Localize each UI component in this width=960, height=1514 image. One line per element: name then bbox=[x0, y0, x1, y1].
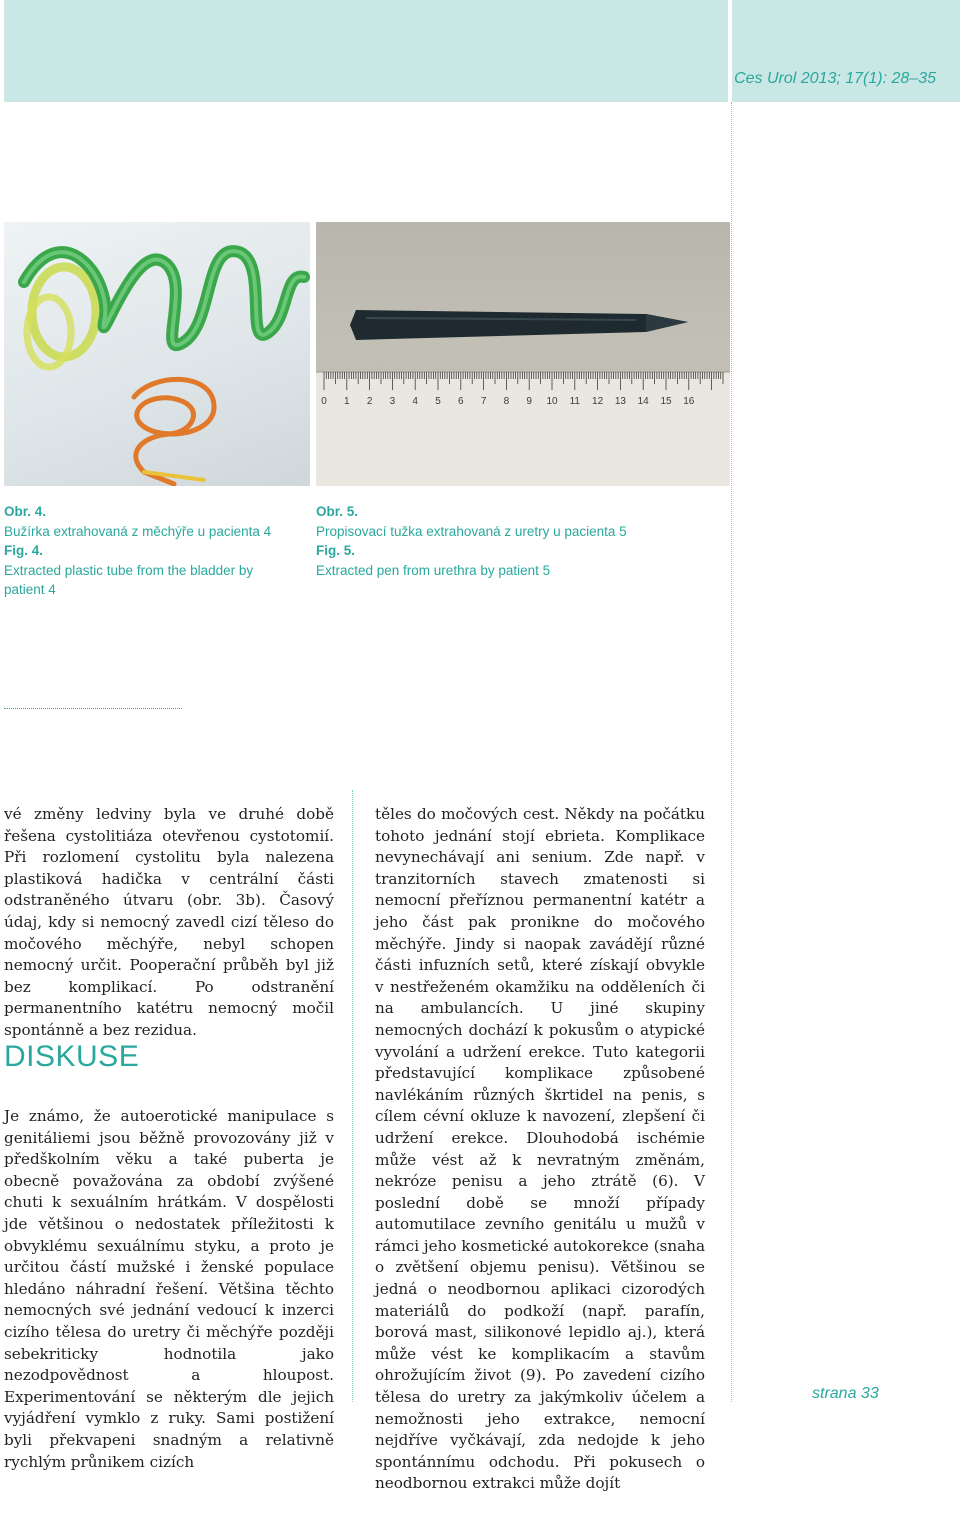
journal-reference: Ces Urol 2013; 17(1): 28–35 bbox=[734, 70, 936, 87]
body-text-column-2: těles do močových cest. Někdy na počátku tohoto jednání stojí ebrieta. Komplikace nevynechávají ani senium. Zde např. v tranzitorních stavech zmatenosti si nemocní přeříznou permanentní katétr a jeho část pak pronikne do močového měchýře. Jindy si naopak zavádějí různé části infuzních setů, které získají obvykle v nestřeženém okamžiku na odděleních či na ambulancích. U jiné skupiny nemocných dochází k pokusům o atypické vyvolání a udržení erekce. Tuto kategorii představující komplikace způsobené navlékáním různých škrtidel na penis, s cílem cévní okluze k navození, zlepšení či udržení erekce. Dlouhodobá ischémie může vést až k nevratným změnám, nekróze penisu a jeho ztrátě (6). V poslední době se množí případy automutilace zevního genitálu u mužů v rámci jeho kosmetické autokorekce (snaha o zvětšení objemu penisu). Většinou se jedná o neodbornou aplikaci cizorodých materiálů do podkoží (např. parafín, borová mast, silikonové lepidlo aj.), která může vést ke komplikacím a stavům ohrožujícím život (9). Po zavedení cizího tělesa do uretry za jakýmkoliv účelem a nemožnosti jeho extrakce, nemocní nejdříve vyčkávají, zda nedojde k jeho spontánnímu odchodu. Při pokusech o neodbornou extrakci může dojít bbox=[375, 805, 705, 1493]
plastic-tube-illustration bbox=[4, 222, 310, 486]
ruler-label: 8 bbox=[503, 396, 510, 407]
ruler bbox=[316, 372, 730, 486]
figure-4-label-cz: Obr. 4. bbox=[4, 504, 47, 519]
ruler-label: 0 bbox=[321, 396, 327, 407]
ruler-label: 15 bbox=[660, 396, 672, 407]
figure-4-caption bbox=[4, 502, 276, 600]
figure-4-caption-en: Extracted plastic tube from the bladder by patient 4 bbox=[4, 562, 254, 597]
figure-4-label-en: Fig. 4. bbox=[4, 543, 44, 558]
figure-5-photo bbox=[316, 222, 730, 486]
column-divider-right bbox=[731, 102, 732, 1402]
pen-tip bbox=[646, 314, 688, 332]
ruler-label: 13 bbox=[614, 396, 626, 407]
pen-and-ruler-illustration bbox=[316, 222, 730, 486]
figure-5-caption-en: Extracted pen from urethra by patient 5 bbox=[316, 562, 551, 578]
ruler-label: 10 bbox=[546, 396, 558, 407]
ruler-label: 3 bbox=[389, 396, 396, 407]
ruler-label: 1 bbox=[344, 396, 350, 407]
header-band-right bbox=[732, 0, 960, 102]
ruler-label: 14 bbox=[637, 396, 649, 407]
ruler-label: 11 bbox=[569, 396, 580, 407]
figure-4-photo bbox=[4, 222, 310, 486]
ruler-label: 7 bbox=[480, 396, 487, 407]
figure-5-label-en: Fig. 5. bbox=[316, 543, 356, 558]
section-heading-diskuse: DISKUSE bbox=[4, 1040, 140, 1073]
ruler-label: 4 bbox=[412, 396, 418, 407]
ruler-label: 16 bbox=[683, 396, 695, 407]
body-text-column-1-bottom: Je známo, že autoerotické manipulace s genitáliemi jsou běžně provozovány již v předškolním věku a také puberta je obecně považována za období zvýšené chuti k sexuálním hrátkám. V dospělosti jde většinou o nedostatek příležitosti k obvyklému sexuálnímu styku, a proto je určitou částí mužské i ženské populace hledáno náhradní řešení. Většina těchto nemocných své jednání vedoucí k inzerci cizího tělesa do uretry či měchýře později sebekriticky hodnotila jako nezodpovědnost a hloupost. Experimentování se některým dle jejich vyjádření vymklo z ruky. Sami postižení byli překvapeni snadným a relativně rychlým průnikem cizích bbox=[4, 1107, 334, 1471]
ruler-label: 9 bbox=[526, 396, 532, 407]
ruler-label: 12 bbox=[592, 396, 604, 407]
figure-5-caption-cz: Propisovací tužka extrahovaná z uretry u pacienta 5 bbox=[316, 523, 627, 539]
ruler-label: 6 bbox=[458, 396, 464, 407]
figure-5-label-cz: Obr. 5. bbox=[316, 504, 359, 519]
figure-4-caption-cz: Bužírka extrahovaná z měchýře u pacienta 4 bbox=[4, 523, 272, 539]
ruler-label: 5 bbox=[435, 396, 441, 407]
header-band bbox=[4, 0, 728, 102]
figure-5-caption bbox=[316, 502, 656, 580]
section-separator bbox=[4, 708, 182, 709]
page-number: strana 33 bbox=[812, 1385, 879, 1402]
pen-shape bbox=[350, 310, 688, 340]
body-text-column-1-top: vé změny ledviny byla ve druhé době řešena cystolitiáza otevřenou cystotomií. Při rozlomení cystolitu byla nalezena plastiková hadička v centrální části odstraněného útvaru (obr. 3b). Časový údaj, kdy si nemocný zavedl cizí těleso do močového měchýře, nebyl schopen nemocný určit. Pooperační průběh byl již bez komplikací. Po odstranění permanentního katétru nemocný močil spontánně a bez rezidua. bbox=[4, 805, 334, 1039]
column-divider-middle bbox=[352, 790, 353, 1402]
ruler-label: 2 bbox=[366, 396, 373, 407]
